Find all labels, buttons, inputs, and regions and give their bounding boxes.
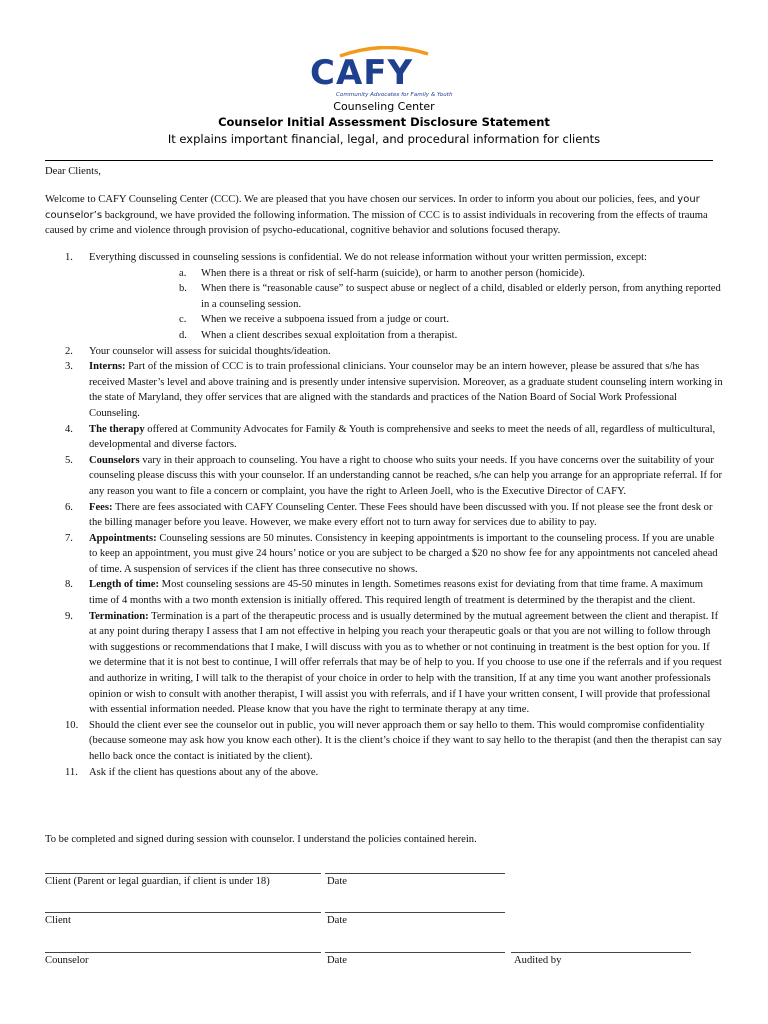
client-label: Client [45,915,71,926]
policy-item-3: 3. Interns: Part of the mission of CCC is to train professional clinicians. Your counselor may be an intern however, please be assured that s/he has received Master’s level and above training and is presently under intensive supervision. Moreover, as a graduate student counseling intern working in the state of Maryland, they offer services that are aligned with the standards and practices of the Nation Board of Social Work Professional Counseling. [65,361,723,419]
exception-item-a: a. When there is a threat or risk of self-harm (suicide), or harm to another person (homicide). [179,267,585,279]
client-guardian-date-line[interactable] [325,873,505,874]
client-date-line[interactable] [325,912,505,913]
policy-item-4: 4. The therapy offered at Community Advocates for Family & Youth is comprehensive and seeks to meet the needs of all, regardless of multicultural, developmental and diverse factors. [65,423,716,451]
confidentiality-exceptions [89,266,723,344]
counselor-label: Counselor [45,955,89,966]
audited-by-line[interactable] [511,952,691,953]
date-label: Date [327,955,347,966]
policy-list [45,250,723,780]
intro-paragraph: Welcome to CAFY Counseling Center (CCC). We are pleased that you have chosen our services. In order to inform you about our policies, fees, and your counselor’s background, we have provided the following information. The mission of CCC is to assist individuals in recovering from the effects of trauma caused by crime and violence through provision of psycho-educational, cognitive behavior and solutions focused therapy. [45,194,708,237]
greeting: Dear Clients, [45,166,101,177]
exception-item-b: b. When there is “reasonable cause” to suspect abuse or neglect of a child, disabled or elderly person, from anything reported in a counseling session. [179,283,721,310]
logo-tagline: Community Advocates for Family & Youth [336,92,453,98]
client-guardian-signature-line[interactable] [45,873,321,874]
cafy-logo-graphic [300,46,470,98]
counselor-signature-line[interactable] [45,952,321,953]
cafy-logo [300,46,470,98]
policy-item-5: 5. Counselors vary in their approach to counseling. You have a right to choose who suits your needs. If you have concerns over the suitability of your counseling please discuss this with your counselor. If an understanding cannot be reached, s/he can help you arrange for an appropriate referral. If for any reason you want to file a concern or complaint, you have the right to Arleen Joell, who is the Executive Director of CAFY. [65,454,723,497]
date-label: Date [327,876,347,887]
policy-item-8: 8. Length of time: Most counseling sessions are 45-50 minutes in length. Sometimes reasons exist for deviating from that time frame. A maximum time of 4 months with a two month extension is initially offered. This required length of treatment is determined by the therapist and the client. [65,579,704,607]
client-guardian-label: Client (Parent or legal guardian, if client is under 18) [45,876,270,887]
policy-item-9: 9. Termination: Termination is a part of the therapeutic process and is usually determined by the mutual agreement between the client and therapist. If at any point during therapy I assess that I am not effective in helping you reach your therapeutic goals or that you are not willing to follow through with suggestions or recommendations that I make, I will discuss with you as to whether or not continuing in treatment is the best option for you. If we determine that it is not best to continue, I will offer referrals that may be of help to you. If you choose to use one if the referrals and if you request and authorize in writing, I will talk to the therapist of your choice in order to help with the transition, If at any time you want another professionals opinion or wish to consult with another therapist, I will assist you with referrals, and if I have your written consent, I will provide that professional with essential information needed. Please know that you have the right to terminate therapy at any time. [65,610,722,716]
policy-item-7: 7. Appointments: Counseling sessions are 50 minutes. Consistency in keeping appointments is important to the counseling process. If you are unable to keep an appointment, you must give 24 hours’ notice or you are subject to be charged a $20 no show fee for any appointments not canceled ahead of time. A suspension of services if the client has three consecutive no shows. [65,532,718,575]
header-title: Counseling Center [333,100,435,113]
exception-item-d: d. When a client describes sexual exploitation from a therapist. [179,329,458,341]
policy-item-1: 1. Everything discussed in counseling sessions is confidential. We do not release information without your written permission, except: a. When there is a threat or risk of self-harm (suicide), or harm to another person (homicide). b. When there is “reasonable cause” to suspect abuse or neglect of a child, disabled or elderly person, from anything reported in a counseling session. c. When we receive a subpoena issued from a judge or court. d. When a client describes sexual exploitation from a therapist. [45,250,723,344]
date-label: Date [327,915,347,926]
policy-item-2: 2. Your counselor will assess for suicidal thoughts/ideation. [65,345,331,357]
header-rule [45,160,713,161]
logo-wordmark: CAFY [310,53,414,93]
policy-item-6: 6. Fees: There are fees associated with CAFY Counseling Center. These Fees should have been discussed with you. If not please see the front desk or the billing manager before you leave. However, we make every effort not to turn away for services due to ability to pay. [65,501,713,529]
header-subtitle: Counselor Initial Assessment Disclosure Statement [218,115,550,129]
policy-item-11: 11. Ask if the client has questions about any of the above. [65,766,319,778]
policy-item-10: 10. Should the client ever see the counselor out in public, you will never approach them or say hello to them. This would compromise confidentiality (because someone may ask how you know each other). It is the client’s choice if they want to say hello to the therapist (and then the therapist can say hello back once the contact is initiated by the client). [65,719,722,762]
closing-statement: To be completed and signed during session with counselor. I understand the policies contained herein. [45,834,477,845]
audited-by-label: Audited by [514,955,562,966]
header-description: It explains important financial, legal, and procedural information for clients [167,132,601,146]
counselor-date-line[interactable] [325,952,505,953]
client-signature-line[interactable] [45,912,321,913]
exception-item-c: c. When we receive a subpoena issued from a judge or court. [179,314,449,326]
